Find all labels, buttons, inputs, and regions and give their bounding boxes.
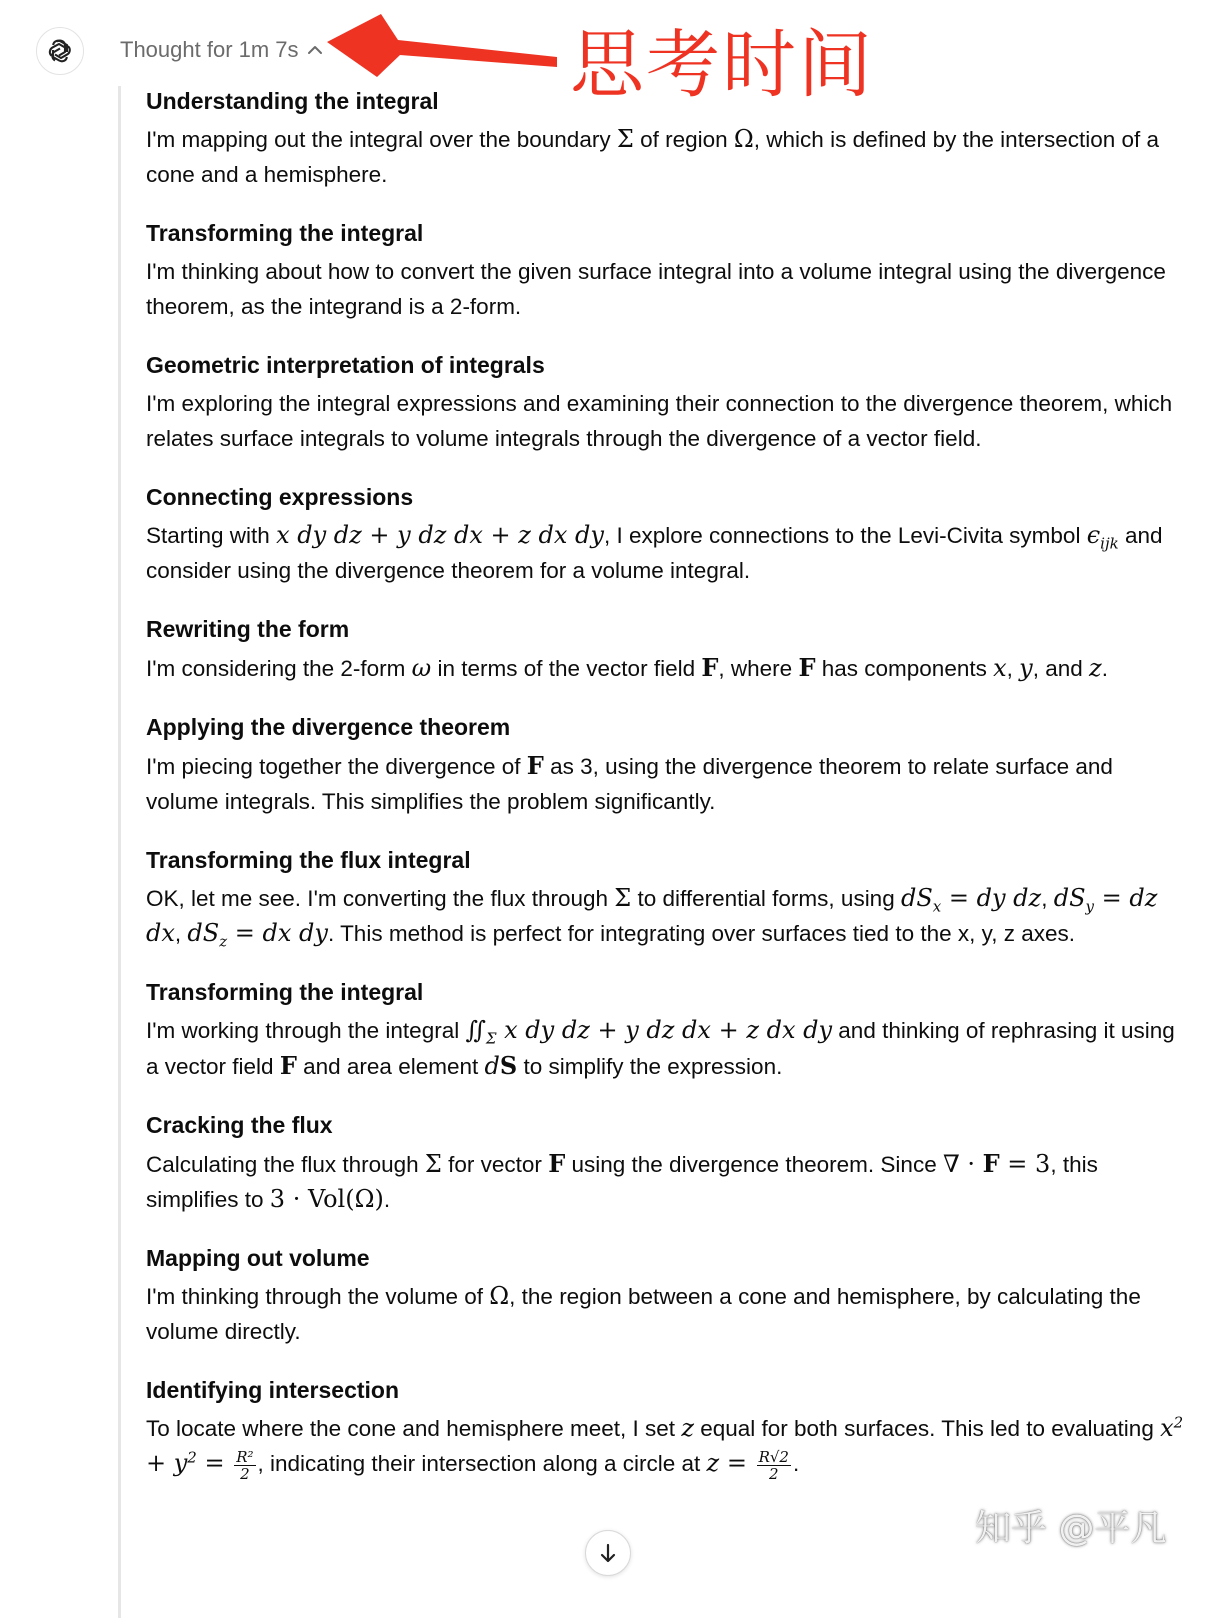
math-text: dS (187, 919, 220, 947)
body-text: , which is defined by the intersection of a cone and a hemisphere. (146, 127, 1160, 187)
reasoning-step (146, 1108, 1186, 1217)
math-text: = (196, 1449, 233, 1477)
thought-duration-label: Thought for 1m 7s (120, 37, 299, 62)
body-text: , the region between a cone and hemisphere, by calculating the volume directly. (146, 1284, 1141, 1344)
scroll-down-button[interactable] (585, 1530, 631, 1576)
math-text: x dy dz + y dz dx + z dx dy (276, 521, 604, 549)
chevron-up-icon (307, 44, 323, 56)
math-fraction (234, 1449, 255, 1482)
body-text: , (1006, 656, 1020, 681)
math-text: = dy dz (941, 884, 1042, 912)
body-text: Starting with (146, 523, 277, 548)
body-text: , (174, 921, 188, 946)
annotation-label: 思考时间 (570, 22, 874, 108)
thought-toggle[interactable] (120, 30, 323, 70)
math-sup: 2 (187, 1448, 197, 1467)
fraction-numerator: R² (236, 1447, 254, 1466)
math-text: Ω (489, 1282, 510, 1310)
body-text: I'm exploring the integral expressions and examining their connection to the divergence theorem, which relates surface integrals to volume integrals through the divergence of a vector field. (146, 391, 1173, 451)
annotation-arrow-icon (325, 10, 560, 82)
body-text: . (1101, 656, 1108, 681)
math-sub: y (1085, 897, 1094, 916)
math-text: = 3 (999, 1150, 1051, 1178)
reasoning-step (146, 348, 1186, 456)
reasoning-step (146, 975, 1186, 1084)
body-text: . (792, 1451, 800, 1476)
reasoning-step (146, 612, 1186, 686)
math-text: ∇ · (942, 1150, 983, 1178)
math-fraction (757, 1449, 791, 1482)
reasoning-step (146, 84, 1186, 192)
math-sub: z (219, 932, 228, 951)
body-text: has components (815, 656, 994, 681)
step-body (146, 122, 1186, 192)
reasoning-step (146, 1373, 1186, 1482)
step-title: Transforming the integral (146, 220, 424, 246)
reasoning-step (146, 710, 1186, 819)
math-text: z (681, 1414, 694, 1442)
body-text: and consider using the divergence theorem for a volume integral. (146, 523, 1163, 583)
body-text: To locate where the cone and hemisphere meet, I set (146, 1416, 682, 1441)
reasoning-step (146, 1241, 1186, 1349)
step-title: Geometric interpretation of integrals (146, 352, 545, 378)
body-text: , this simplifies to (146, 1152, 1098, 1212)
body-text: I'm thinking about how to convert the given surface integral into a volume integral using the divergence theorem, as the integrand is a 2-form. (146, 259, 1166, 319)
reasoning-steps (146, 84, 1186, 1506)
math-text: dS (1053, 884, 1086, 912)
body-text: , (1041, 886, 1054, 911)
math-text: Ω (733, 125, 754, 153)
step-title: Transforming the flux integral (146, 847, 471, 873)
step-title: Understanding the integral (146, 88, 439, 114)
step-title: Transforming the integral (146, 979, 424, 1005)
math-text: F (526, 751, 544, 780)
math-text: x (993, 654, 1007, 682)
body-text: equal for both surfaces. This led to evaluating (693, 1416, 1161, 1441)
step-body (146, 1146, 1186, 1217)
body-text: , indicating their intersection along a circle at (257, 1451, 707, 1476)
body-text: , I explore connections to the Levi-Civita symbol (603, 523, 1087, 548)
body-text: , and (1032, 656, 1090, 681)
step-title: Rewriting the form (146, 616, 350, 642)
body-text: I'm considering the 2-form (146, 656, 412, 681)
body-text: I'm thinking through the volume of (146, 1284, 490, 1309)
math-text: Σ (616, 125, 634, 153)
reasoning-step (146, 480, 1186, 588)
arrow-down-icon (598, 1542, 618, 1564)
body-text: for vector (441, 1152, 549, 1177)
body-text: to simplify the expression. (517, 1054, 783, 1079)
math-sub: ijk (1100, 534, 1119, 553)
body-text: Calculating the flux through (146, 1152, 425, 1177)
step-body (146, 650, 1186, 686)
step-title: Cracking the flux (146, 1112, 333, 1138)
body-text: I'm working through the integral (146, 1018, 466, 1043)
math-text: x dy dz + y dz dx + z dx dy (496, 1016, 833, 1044)
math-text: F (701, 653, 719, 682)
body-text: to differential forms, using (631, 886, 901, 911)
step-body (146, 518, 1186, 588)
math-text: ω (411, 654, 432, 682)
thought-rail (118, 86, 121, 1618)
body-text: as 3, using the divergence theorem to relate surface and volume integrals. This simplifies the problem significantly. (146, 754, 1113, 814)
body-text: I'm mapping out the integral over the boundary (146, 127, 617, 152)
step-title: Applying the divergence theorem (146, 714, 511, 740)
math-text: z (1089, 654, 1102, 682)
openai-logo-icon (46, 37, 74, 65)
math-text: Σ (614, 884, 632, 912)
assistant-avatar (36, 27, 84, 75)
step-title: Connecting expressions (146, 484, 414, 510)
step-body (146, 1411, 1186, 1482)
step-body (146, 748, 1186, 819)
math-text: d (484, 1052, 500, 1080)
math-text: = dx dy (227, 919, 328, 947)
math-text: F (798, 653, 816, 682)
step-body (146, 386, 1186, 456)
fraction-denominator: 2 (768, 1464, 779, 1483)
math-text: Σ (424, 1150, 442, 1178)
reasoning-step (146, 843, 1186, 951)
fraction-numerator: R√2 (758, 1447, 789, 1466)
step-body (146, 1013, 1186, 1084)
math-text: ϵ (1086, 521, 1101, 549)
math-text: y (1019, 654, 1033, 682)
body-text: . This method is perfect for integrating over surfaces tied to the x, y, z axes. (327, 921, 1075, 946)
math-text: z (706, 1449, 720, 1477)
math-text: x (1160, 1414, 1174, 1442)
math-text: F (548, 1149, 566, 1178)
math-text: F (279, 1051, 297, 1080)
step-body (146, 881, 1186, 951)
step-title: Mapping out volume (146, 1245, 370, 1271)
body-text: using the divergence theorem. Since (565, 1152, 943, 1177)
math-text: dS (900, 884, 933, 912)
watermark: 知乎 @平凡 (975, 1508, 1167, 1549)
step-body (146, 254, 1186, 324)
math-text: + y (146, 1449, 188, 1477)
math-text: 3 · Vol(Ω) (269, 1185, 384, 1213)
body-text: of region (633, 127, 734, 152)
math-text: F (982, 1149, 1000, 1178)
math-sup: 2 (1173, 1413, 1184, 1432)
body-text: and thinking of rephrasing it using a vector field (146, 1018, 1175, 1079)
math-text: S (499, 1051, 518, 1080)
math-sub: Σ (485, 1029, 497, 1048)
body-text: in terms of the vector field (431, 656, 702, 681)
body-text: OK, let me see. I'm converting the flux through (146, 886, 615, 911)
math-text: ∬ (465, 1016, 486, 1044)
body-text: and area element (296, 1054, 485, 1079)
math-sub: x (932, 897, 942, 916)
reasoning-step (146, 216, 1186, 324)
step-body (146, 1279, 1186, 1349)
body-text: . (383, 1187, 391, 1212)
math-text: = dz dx (146, 884, 1158, 947)
step-title: Identifying intersection (146, 1377, 400, 1403)
body-text: , where (718, 656, 799, 681)
body-text: I'm piecing together the divergence of (146, 754, 527, 779)
math-text: = (719, 1449, 755, 1477)
fraction-denominator: 2 (240, 1464, 250, 1483)
